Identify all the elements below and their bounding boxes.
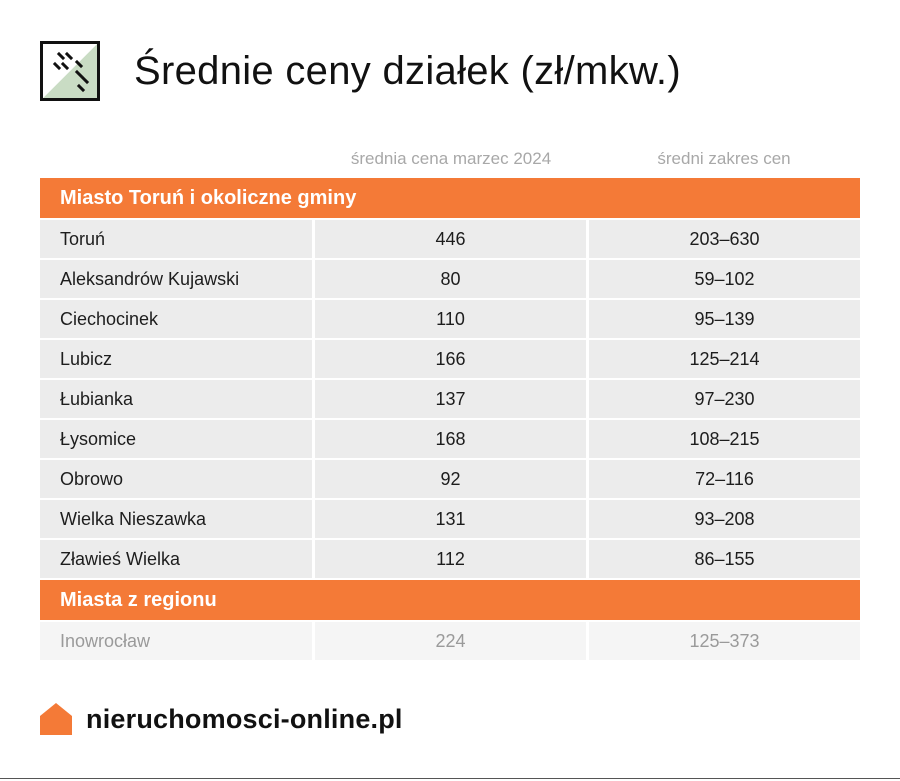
column-header-price-range: średni zakres cen xyxy=(657,149,791,168)
row-price-range: 125–373 xyxy=(589,622,860,660)
row-location: Ciechocinek xyxy=(40,300,312,338)
row-average-price: 80 xyxy=(315,260,586,298)
row-average-price: 166 xyxy=(315,340,586,378)
row-location: Obrowo xyxy=(40,460,312,498)
row-location: Wielka Nieszawka xyxy=(40,500,312,538)
row-price-range: 108–215 xyxy=(589,420,860,458)
table-row xyxy=(40,300,860,338)
row-average-price: 446 xyxy=(315,220,586,258)
section-header: Miasto Toruń i okoliczne gminy xyxy=(40,178,860,218)
table-row xyxy=(40,460,860,498)
row-location: Zławieś Wielka xyxy=(40,540,312,578)
row-average-price: 168 xyxy=(315,420,586,458)
row-price-range: 203–630 xyxy=(589,220,860,258)
row-average-price: 112 xyxy=(315,540,586,578)
house-icon xyxy=(40,703,72,735)
page-title: Średnie ceny działek (zł/mkw.) xyxy=(134,48,681,93)
row-price-range: 125–214 xyxy=(589,340,860,378)
row-location: Aleksandrów Kujawski xyxy=(40,260,312,298)
table-row xyxy=(40,500,860,538)
row-average-price: 92 xyxy=(315,460,586,498)
brand-name: nieruchomosci-online.pl xyxy=(86,703,403,734)
row-average-price: 131 xyxy=(315,500,586,538)
table-row xyxy=(40,420,860,458)
row-price-range: 97–230 xyxy=(589,380,860,418)
price-table xyxy=(40,140,860,662)
row-price-range: 86–155 xyxy=(589,540,860,578)
table-row xyxy=(40,260,860,298)
row-location: Łubianka xyxy=(40,380,312,418)
row-price-range: 93–208 xyxy=(589,500,860,538)
table-row xyxy=(40,340,860,378)
row-price-range: 59–102 xyxy=(589,260,860,298)
footer-brand xyxy=(40,703,403,735)
table-column-headers xyxy=(40,140,860,178)
header xyxy=(40,40,681,102)
divider xyxy=(0,778,900,779)
row-price-range: 95–139 xyxy=(589,300,860,338)
row-average-price: 110 xyxy=(315,300,586,338)
row-location: Toruń xyxy=(40,220,312,258)
table-row xyxy=(40,380,860,418)
row-location: Inowrocław xyxy=(40,622,312,660)
table-row xyxy=(40,622,860,660)
row-location: Łysomice xyxy=(40,420,312,458)
row-average-price: 224 xyxy=(315,622,586,660)
section-header: Miasta z regionu xyxy=(40,580,860,620)
table-row xyxy=(40,220,860,258)
table-row xyxy=(40,540,860,578)
column-header-average-price: średnia cena marzec 2024 xyxy=(350,149,552,168)
row-average-price: 137 xyxy=(315,380,586,418)
plot-land-icon xyxy=(40,41,100,101)
row-location: Lubicz xyxy=(40,340,312,378)
row-price-range: 72–116 xyxy=(589,460,860,498)
